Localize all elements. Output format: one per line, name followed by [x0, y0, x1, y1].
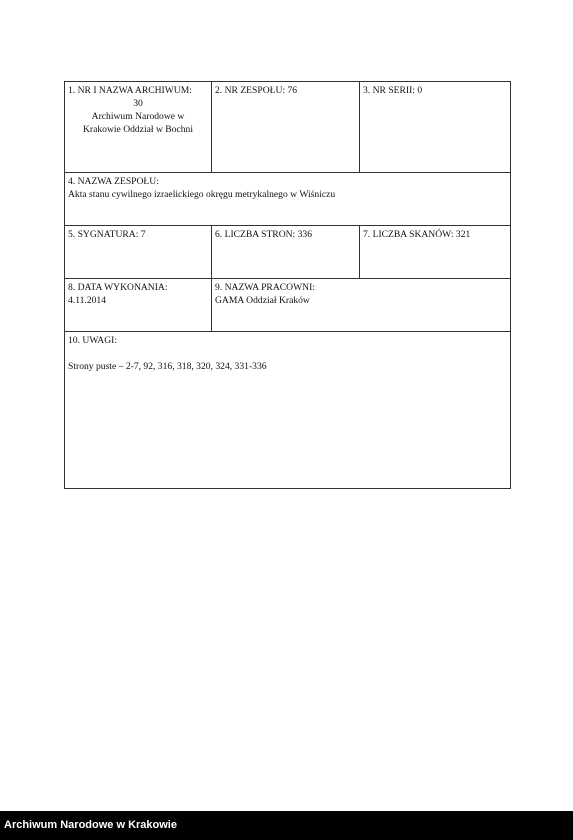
fond-number-cell: [212, 82, 360, 173]
fond-number: 2. NR ZESPOŁU: 76: [215, 85, 298, 96]
signature-cell: [65, 226, 212, 279]
fond-name-cell: [65, 173, 511, 226]
footer-text: Archiwum Narodowe w Krakowie: [4, 819, 177, 831]
remarks-value: Strony puste – 2-7, 92, 316, 318, 320, 324, 331-336: [68, 361, 267, 372]
signature: 5. SYGNATURA: 7: [68, 229, 146, 240]
series-number: 3. NR SERII: 0: [363, 85, 423, 96]
series-number-cell: [360, 82, 511, 173]
date-label: 8. DATA WYKONANIA:: [68, 282, 168, 293]
archive-name-line2: Krakowie Oddział w Bochni: [82, 124, 194, 135]
archive-label: 1. NR I NAZWA ARCHIWUM:: [68, 85, 192, 96]
remarks-cell: [65, 332, 511, 489]
scan-count-cell: [360, 226, 511, 279]
date-value: 4.11.2014: [68, 295, 107, 306]
fond-name-label: 4. NAZWA ZESPOŁU:: [68, 176, 159, 187]
workshop-label: 9. NAZWA PRACOWNI:: [215, 282, 315, 293]
metadata-form-table: [64, 81, 511, 489]
archive-cell: [65, 82, 212, 173]
archive-name-line1: Archiwum Narodowe w: [91, 111, 185, 122]
page-count-cell: [212, 226, 360, 279]
archive-number: 30: [133, 98, 143, 109]
remarks-label: 10. UWAGI:: [68, 335, 118, 346]
fond-name-value: Akta stanu cywilnego izraelickiego okręgu metrykalnego w Wiśniczu: [68, 189, 336, 200]
workshop-cell: [212, 279, 511, 332]
footer-bar: [0, 811, 573, 840]
date-cell: [65, 279, 212, 332]
remarks-spacer: [68, 347, 507, 360]
page-count: 6. LICZBA STRON: 336: [215, 229, 313, 240]
workshop-value: GAMA Oddział Kraków: [215, 295, 310, 306]
scan-count: 7. LICZBA SKANÓW: 321: [363, 229, 471, 240]
